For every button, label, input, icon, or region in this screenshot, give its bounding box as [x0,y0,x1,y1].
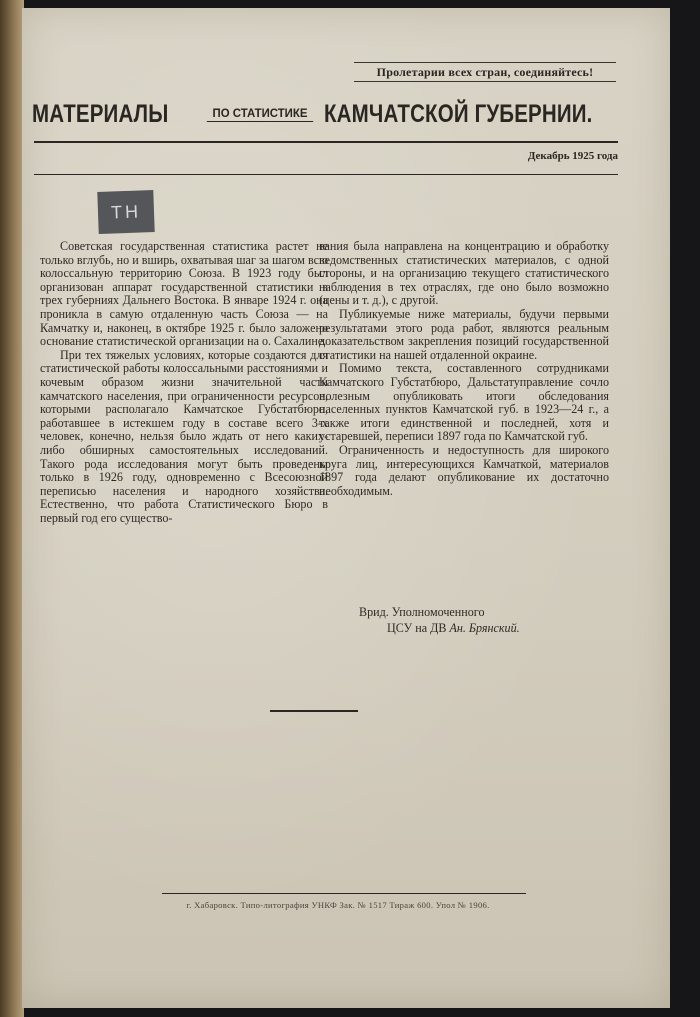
paragraph: вания была направлена на концентрацию и обработку ведомственных статистических материалов, с одной стороны, и на организацию текущего статистического наблюдения в тех отраслях, где оно было возможно (цены и т. д.), с другой. [319,239,609,308]
signature-line [355,620,615,636]
paragraph: Помимо текста, составленного сотрудниками Камчатского Губстатбюро, Дальстатуправление сочло полезным опубликовать итоги обследования населенных пунктов Камчатской губ. в 1923—24 г., а также итоги единственной и последней, хотя и устаревшей, переписи 1897 года по Камчатской губ. [319,361,609,444]
issue-date: Декабрь 1925 года [527,150,618,162]
library-stamp: ТН [97,190,154,234]
header-rule-bottom [34,174,618,175]
title-part-kamchatka-province: КАМЧАТСКОЙ ГУБЕРНИИ. [324,100,593,128]
title-part-on-statistics: ПО СТАТИСТИКЕ [207,106,313,122]
paragraph: Публикуемые ниже материалы, будучи первыми результатами этого рода работ, являются реальным доказательством закрепления позиций государственной статистики на нашей отдаленной окраине. [319,306,609,362]
footer-rule [162,893,526,894]
paragraph: Советская государственная статистика растет не только вглубь, но и вширь, охватывая шаг за шагом всю колоссальную территорию Союза. В 1923 году был организован аппарат государственной статистики в трех губерниях Дальнего Востока. В январе 1924 г. она проникла в самую отдаленную часть Союза — на Камчатку и, наконец, в октябре 1925 г. было заложено основание статистической организации на о. Сахалине. [40,239,328,349]
signature-block [355,604,615,636]
signature-name: Ан. Брянский. [449,621,520,635]
paragraph: Ограниченность и недоступность для широкого круга лиц, интересующихся Камчаткой, материалов 1897 года делают опубликование их достаточно необходимым. [319,442,609,498]
signature-office: ЦСУ на ДВ [387,621,447,635]
title-part-materials: МАТЕРИАЛЫ [32,100,169,128]
header-motto: Пролетарии всех стран, соединяйтесь! [354,62,616,82]
document-page [22,8,670,1008]
signature-title: Врид. Уполномоченного [359,605,485,619]
text-column-left [40,240,328,525]
text-column-right [319,240,609,498]
end-rule [270,710,358,712]
masthead-title [32,100,617,134]
paragraph: При тех тяжелых условиях, которые создаются для статистической работы колоссальными расстояниями и кочевым образом жизни значительной части камчатского населения, при ограниченности ресурсов, которыми располагало Камчатское Губстатбюро, работавшее в истекшем году в составе всего 3-х человек, конечно, нельзя было ждать от него каких-либо обширных самостоятельных исследований. Такого рода исследования могут быть проведены только в 1926 году, одновременно с Всесоюзной переписью населения и народного хозяйства. Естественно, что работа Статистического Бюро в первый год его существо- [40,347,328,525]
printer-imprint: г. Хабаровск. Типо-литография УНКФ Зак. № 1517 Тираж 600. Упол № 1906. [186,900,490,910]
header-rule-top [34,141,618,143]
book-binding-edge [0,0,24,1017]
